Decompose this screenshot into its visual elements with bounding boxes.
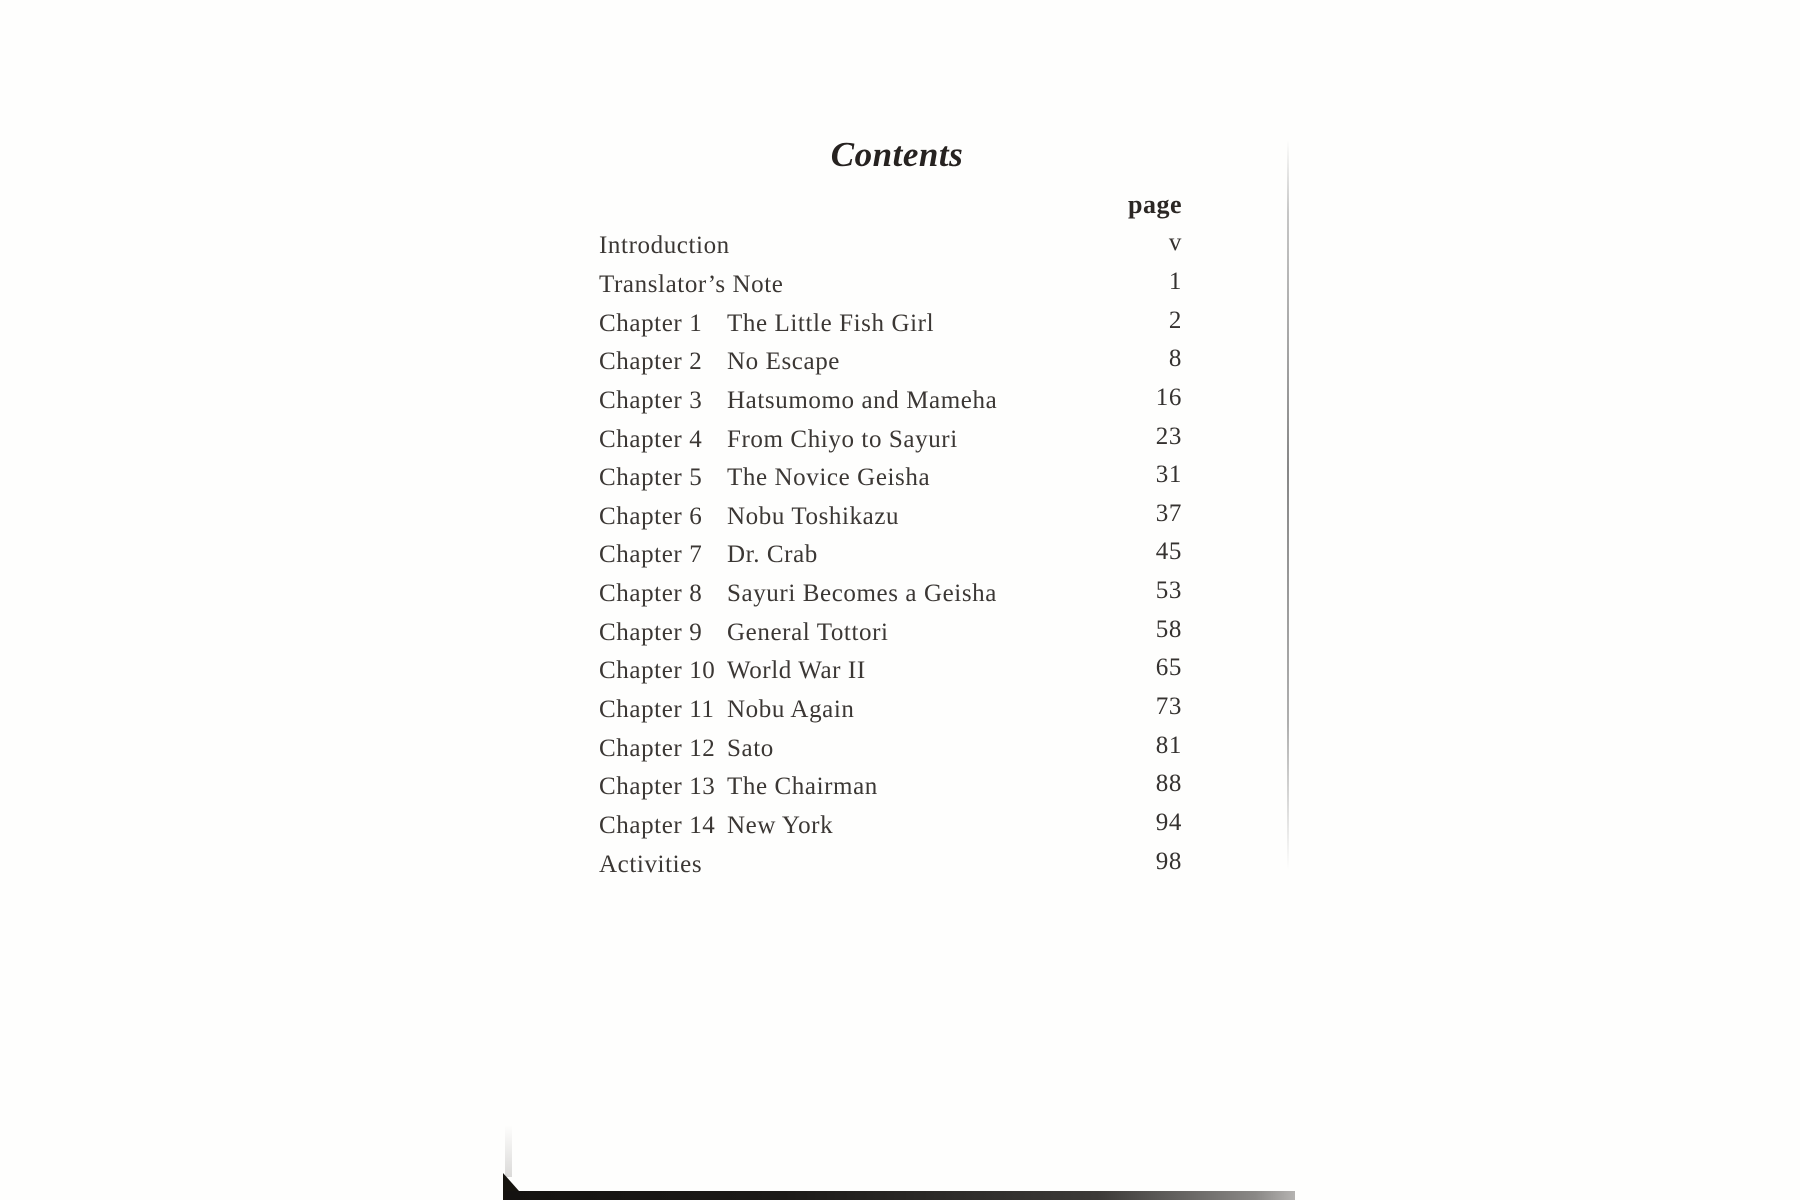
toc-entry-title: The Novice Geisha (727, 464, 931, 492)
toc-entry-page-number: 45 (1155, 538, 1182, 566)
toc-row (599, 807, 1182, 846)
toc-entry-label: Chapter 5 (599, 464, 703, 492)
toc-entry-page-number: 65 (1155, 654, 1182, 682)
toc-entry-title: Sato (727, 734, 774, 762)
toc-entry-label: Chapter 6 (599, 502, 703, 530)
toc-entry-label: Chapter 4 (599, 425, 703, 453)
toc-row (599, 459, 1182, 498)
toc-entry-title: Nobu Again (727, 696, 855, 723)
toc-entry-title: New York (727, 811, 834, 839)
toc-entry-page-number: 81 (1155, 731, 1182, 759)
toc-row (599, 227, 1182, 266)
toc-entry-label: Chapter 1 (599, 309, 703, 337)
toc-entry-label: Translator’s Note (599, 270, 784, 298)
toc-entry-page-number: 8 (1168, 345, 1182, 373)
toc-row (599, 304, 1182, 343)
toc-entry-page-number: 94 (1155, 808, 1182, 836)
toc-row (599, 497, 1182, 536)
toc-entry-title: From Chiyo to Sayuri (727, 425, 958, 453)
toc-entry-title: No Escape (727, 348, 840, 376)
toc-entry-title: The Chairman (727, 773, 878, 801)
toc-entry-page-number: 98 (1155, 847, 1182, 875)
toc-row (599, 691, 1182, 730)
page-title: Contents (830, 135, 964, 175)
page-edge-shadow (1287, 140, 1289, 870)
toc-entry-label: Chapter 7 (599, 541, 703, 569)
toc-rows (599, 227, 1182, 884)
toc-entry-title: Hatsumomo and Mameha (727, 386, 998, 414)
toc-entry-label: Chapter 3 (599, 386, 703, 414)
toc-row (599, 768, 1182, 807)
toc-row (599, 420, 1182, 459)
toc-entry-label: Chapter 11 (599, 696, 715, 723)
toc-entry-title: Sayuri Becomes a Geisha (727, 580, 997, 608)
toc-entry-page-number: 37 (1155, 499, 1182, 527)
toc-entry-page-number: 73 (1155, 693, 1182, 720)
toc-entry-label: Chapter 2 (599, 348, 703, 376)
toc-entry-title: The Little Fish Girl (727, 309, 935, 337)
toc-row (599, 729, 1182, 768)
toc-entry-label: Introduction (599, 232, 730, 260)
toc-entry-label: Chapter 10 (599, 657, 716, 685)
page-corner-shadow (505, 1125, 512, 1177)
toc-row (599, 382, 1182, 421)
page-bottom-edge (505, 1191, 1295, 1200)
toc-entry-page-number: 1 (1168, 267, 1182, 295)
toc-entry-page-number: 88 (1155, 770, 1182, 798)
toc-entry-page-number: 16 (1155, 383, 1182, 411)
toc-entry-title: Dr. Crab (727, 541, 818, 569)
page-column-header: page (1128, 190, 1182, 219)
toc-entry-page-number: 53 (1155, 577, 1182, 605)
toc-entry-title: World War II (727, 657, 866, 685)
toc-row (599, 266, 1182, 305)
toc-row (599, 575, 1182, 614)
toc-entry-label: Activities (599, 850, 703, 878)
toc-entry-label: Chapter 12 (599, 734, 716, 762)
toc-entry-page-number: 23 (1155, 422, 1182, 450)
toc-row (599, 652, 1182, 691)
toc-entry-title: Nobu Toshikazu (727, 502, 900, 530)
toc-entry-page-number: 2 (1168, 306, 1182, 334)
toc-entry-page-number: 31 (1155, 461, 1182, 489)
toc-entry-label: Chapter 9 (599, 618, 703, 646)
toc-entry-label: Chapter 13 (599, 773, 716, 801)
toc-entry-label: Chapter 14 (599, 811, 716, 839)
toc-entry-page-number: v (1168, 229, 1182, 257)
toc-entry-page-number: 58 (1155, 615, 1182, 643)
toc-entry-label: Chapter 8 (599, 580, 703, 608)
toc-row (599, 613, 1182, 652)
toc-row (599, 845, 1182, 884)
toc-entry-title: General Tottori (727, 618, 889, 646)
toc-row (599, 536, 1182, 575)
toc-row (599, 343, 1182, 382)
